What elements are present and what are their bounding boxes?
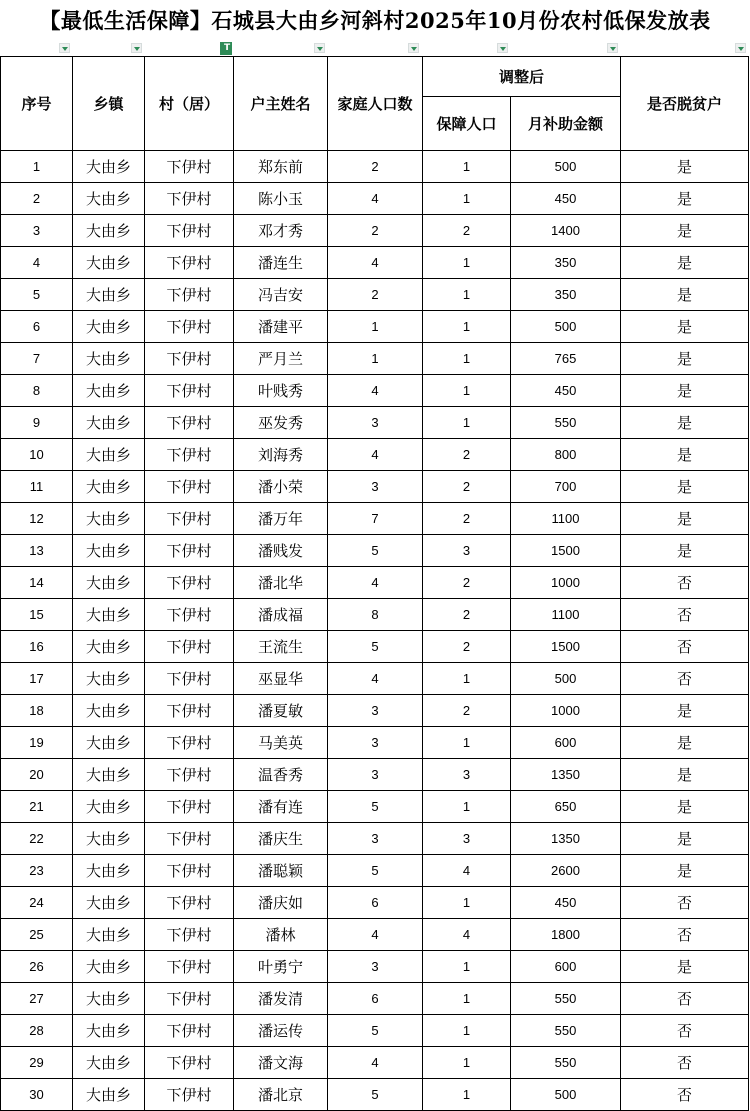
cell-monthly-amount[interactable]: 1100 xyxy=(511,503,621,535)
cell-town[interactable]: 大由乡 xyxy=(73,151,145,183)
cell-town[interactable]: 大由乡 xyxy=(73,663,145,695)
cell-seq[interactable]: 3 xyxy=(1,215,73,247)
cell-monthly-amount[interactable]: 800 xyxy=(511,439,621,471)
cell-out-of-poverty[interactable]: 是 xyxy=(621,535,749,567)
cell-out-of-poverty[interactable]: 是 xyxy=(621,951,749,983)
cell-seq[interactable]: 17 xyxy=(1,663,73,695)
cell-seq[interactable]: 18 xyxy=(1,695,73,727)
cell-town[interactable]: 大由乡 xyxy=(73,791,145,823)
cell-village[interactable]: 下伊村 xyxy=(145,855,234,887)
cell-family-pop[interactable]: 3 xyxy=(328,759,423,791)
table-row xyxy=(1,823,749,855)
cell-town[interactable]: 大由乡 xyxy=(73,1047,145,1079)
cell-village[interactable]: 下伊村 xyxy=(145,1015,234,1047)
cell-head-name[interactable]: 潘发清 xyxy=(234,983,328,1015)
cell-family-pop[interactable]: 2 xyxy=(328,215,423,247)
cell-head-name[interactable]: 潘贱发 xyxy=(234,535,328,567)
cell-village[interactable]: 下伊村 xyxy=(145,695,234,727)
cell-seq[interactable]: 27 xyxy=(1,983,73,1015)
table-row xyxy=(1,695,749,727)
cell-village[interactable]: 下伊村 xyxy=(145,631,234,663)
cell-monthly-amount[interactable]: 1100 xyxy=(511,599,621,631)
table-row xyxy=(1,183,749,215)
cell-head-name[interactable]: 邓才秀 xyxy=(234,215,328,247)
cell-town[interactable]: 大由乡 xyxy=(73,823,145,855)
cell-village[interactable]: 下伊村 xyxy=(145,759,234,791)
cell-monthly-amount[interactable]: 1400 xyxy=(511,215,621,247)
cell-seq[interactable]: 9 xyxy=(1,407,73,439)
cell-seq[interactable]: 1 xyxy=(1,151,73,183)
cell-town[interactable]: 大由乡 xyxy=(73,983,145,1015)
cell-town[interactable]: 大由乡 xyxy=(73,631,145,663)
cell-family-pop[interactable]: 5 xyxy=(328,1079,423,1111)
cell-insured-pop[interactable]: 2 xyxy=(423,567,511,599)
cell-head-name[interactable]: 潘建平 xyxy=(234,311,328,343)
cell-monthly-amount[interactable]: 450 xyxy=(511,375,621,407)
cell-insured-pop[interactable]: 1 xyxy=(423,151,511,183)
cell-head-name[interactable]: 温香秀 xyxy=(234,759,328,791)
cell-monthly-amount[interactable]: 1500 xyxy=(511,631,621,663)
cell-seq[interactable]: 8 xyxy=(1,375,73,407)
cell-out-of-poverty[interactable]: 是 xyxy=(621,279,749,311)
cell-family-pop[interactable]: 4 xyxy=(328,247,423,279)
cell-seq[interactable]: 24 xyxy=(1,887,73,919)
cell-village[interactable]: 下伊村 xyxy=(145,471,234,503)
header-adjusted[interactable]: 调整后 xyxy=(423,57,621,97)
cell-town[interactable]: 大由乡 xyxy=(73,183,145,215)
cell-out-of-poverty[interactable]: 是 xyxy=(621,791,749,823)
cell-head-name[interactable]: 潘庆生 xyxy=(234,823,328,855)
allowance-table xyxy=(0,56,749,1111)
cell-seq[interactable]: 4 xyxy=(1,247,73,279)
table-row xyxy=(1,631,749,663)
cell-out-of-poverty[interactable]: 是 xyxy=(621,471,749,503)
cell-monthly-amount[interactable]: 500 xyxy=(511,311,621,343)
cell-head-name[interactable]: 叶贱秀 xyxy=(234,375,328,407)
cell-village[interactable]: 下伊村 xyxy=(145,599,234,631)
cell-insured-pop[interactable]: 1 xyxy=(423,983,511,1015)
cell-family-pop[interactable]: 2 xyxy=(328,151,423,183)
cell-monthly-amount[interactable]: 550 xyxy=(511,1015,621,1047)
cell-town[interactable]: 大由乡 xyxy=(73,535,145,567)
cell-village[interactable]: 下伊村 xyxy=(145,183,234,215)
table-header xyxy=(1,57,749,151)
header-seq[interactable]: 序号 xyxy=(1,57,73,151)
cell-seq[interactable]: 2 xyxy=(1,183,73,215)
cell-family-pop[interactable]: 4 xyxy=(328,439,423,471)
table-row xyxy=(1,1079,749,1111)
cell-family-pop[interactable]: 4 xyxy=(328,1047,423,1079)
cell-town[interactable]: 大由乡 xyxy=(73,919,145,951)
cell-head-name[interactable]: 潘万年 xyxy=(234,503,328,535)
cell-seq[interactable]: 11 xyxy=(1,471,73,503)
cell-out-of-poverty[interactable]: 是 xyxy=(621,151,749,183)
cell-seq[interactable]: 29 xyxy=(1,1047,73,1079)
cell-family-pop[interactable]: 3 xyxy=(328,471,423,503)
table-row xyxy=(1,759,749,791)
table-row xyxy=(1,663,749,695)
header-head-name[interactable]: 户主姓名 xyxy=(234,57,328,151)
table-row xyxy=(1,343,749,375)
filter-dropdown-icon[interactable] xyxy=(59,43,70,53)
table-row xyxy=(1,279,749,311)
cell-head-name[interactable]: 潘小荣 xyxy=(234,471,328,503)
cell-out-of-poverty[interactable]: 否 xyxy=(621,567,749,599)
header-village[interactable]: 村（居） xyxy=(145,57,234,151)
filter-dropdown-icon[interactable] xyxy=(131,43,142,53)
cell-out-of-poverty[interactable]: 否 xyxy=(621,1079,749,1111)
sheet-title: 【最低生活保障】石城县大由乡河斜村2025年10月份农村低保发放表 xyxy=(39,8,711,33)
cell-family-pop[interactable]: 5 xyxy=(328,535,423,567)
cell-insured-pop[interactable]: 3 xyxy=(423,759,511,791)
table-row xyxy=(1,983,749,1015)
header-family-pop[interactable]: 家庭人口数 xyxy=(328,57,423,151)
cell-village[interactable]: 下伊村 xyxy=(145,663,234,695)
cell-insured-pop[interactable]: 2 xyxy=(423,503,511,535)
cell-family-pop[interactable]: 3 xyxy=(328,951,423,983)
cell-town[interactable]: 大由乡 xyxy=(73,1015,145,1047)
cell-town[interactable]: 大由乡 xyxy=(73,407,145,439)
table-row xyxy=(1,151,749,183)
cell-head-name[interactable]: 潘聪颖 xyxy=(234,855,328,887)
cell-town[interactable]: 大由乡 xyxy=(73,951,145,983)
cell-out-of-poverty[interactable]: 否 xyxy=(621,631,749,663)
cell-family-pop[interactable]: 3 xyxy=(328,695,423,727)
cell-head-name[interactable]: 潘成福 xyxy=(234,599,328,631)
cell-seq[interactable]: 14 xyxy=(1,567,73,599)
cell-town[interactable]: 大由乡 xyxy=(73,375,145,407)
cell-insured-pop[interactable]: 1 xyxy=(423,375,511,407)
cell-village[interactable]: 下伊村 xyxy=(145,407,234,439)
cell-town[interactable]: 大由乡 xyxy=(73,759,145,791)
cell-seq[interactable]: 10 xyxy=(1,439,73,471)
cell-out-of-poverty[interactable]: 否 xyxy=(621,983,749,1015)
table-row xyxy=(1,599,749,631)
cell-monthly-amount[interactable]: 500 xyxy=(511,151,621,183)
cell-town[interactable]: 大由乡 xyxy=(73,695,145,727)
cell-family-pop[interactable]: 2 xyxy=(328,279,423,311)
cell-seq[interactable]: 19 xyxy=(1,727,73,759)
cell-town[interactable]: 大由乡 xyxy=(73,503,145,535)
cell-family-pop[interactable]: 4 xyxy=(328,567,423,599)
table-row xyxy=(1,951,749,983)
table-row xyxy=(1,727,749,759)
cell-monthly-amount[interactable]: 550 xyxy=(511,1047,621,1079)
cell-town[interactable]: 大由乡 xyxy=(73,599,145,631)
cell-head-name[interactable]: 潘运传 xyxy=(234,1015,328,1047)
cell-village[interactable]: 下伊村 xyxy=(145,727,234,759)
cell-head-name[interactable]: 陈小玉 xyxy=(234,183,328,215)
cell-insured-pop[interactable]: 3 xyxy=(423,823,511,855)
cell-monthly-amount[interactable]: 450 xyxy=(511,183,621,215)
cell-seq[interactable]: 28 xyxy=(1,1015,73,1047)
cell-head-name[interactable]: 冯吉安 xyxy=(234,279,328,311)
cell-insured-pop[interactable]: 4 xyxy=(423,919,511,951)
table-row xyxy=(1,439,749,471)
cell-insured-pop[interactable]: 1 xyxy=(423,727,511,759)
cell-out-of-poverty[interactable]: 是 xyxy=(621,439,749,471)
cell-insured-pop[interactable]: 2 xyxy=(423,471,511,503)
cell-out-of-poverty[interactable]: 是 xyxy=(621,311,749,343)
cell-monthly-amount[interactable]: 500 xyxy=(511,663,621,695)
cell-town[interactable]: 大由乡 xyxy=(73,567,145,599)
cell-monthly-amount[interactable]: 350 xyxy=(511,247,621,279)
table-row xyxy=(1,247,749,279)
cell-out-of-poverty[interactable]: 是 xyxy=(621,183,749,215)
cell-out-of-poverty[interactable]: 是 xyxy=(621,759,749,791)
table-body xyxy=(1,151,749,1111)
cell-out-of-poverty[interactable]: 是 xyxy=(621,727,749,759)
cell-head-name[interactable]: 潘连生 xyxy=(234,247,328,279)
cell-out-of-poverty[interactable]: 是 xyxy=(621,695,749,727)
cell-family-pop[interactable]: 6 xyxy=(328,983,423,1015)
cell-monthly-amount[interactable]: 600 xyxy=(511,727,621,759)
cell-monthly-amount[interactable]: 600 xyxy=(511,951,621,983)
cell-out-of-poverty[interactable]: 是 xyxy=(621,823,749,855)
filter-dropdown-icon[interactable] xyxy=(607,43,618,53)
cell-family-pop[interactable]: 5 xyxy=(328,791,423,823)
cell-seq[interactable]: 5 xyxy=(1,279,73,311)
cell-family-pop[interactable]: 5 xyxy=(328,1015,423,1047)
cell-seq[interactable]: 20 xyxy=(1,759,73,791)
cell-out-of-poverty[interactable]: 是 xyxy=(621,215,749,247)
cell-town[interactable]: 大由乡 xyxy=(73,247,145,279)
table-row xyxy=(1,535,749,567)
table-row xyxy=(1,1047,749,1079)
cell-town[interactable]: 大由乡 xyxy=(73,439,145,471)
cell-village[interactable]: 下伊村 xyxy=(145,535,234,567)
cell-town[interactable]: 大由乡 xyxy=(73,727,145,759)
cell-seq[interactable]: 6 xyxy=(1,311,73,343)
cell-village[interactable]: 下伊村 xyxy=(145,823,234,855)
header-out-of-poverty[interactable]: 是否脱贫户 xyxy=(621,57,749,151)
cell-out-of-poverty[interactable]: 否 xyxy=(621,599,749,631)
filter-dropdown-icon[interactable] xyxy=(408,43,419,53)
cell-village[interactable]: 下伊村 xyxy=(145,567,234,599)
cell-insured-pop[interactable]: 1 xyxy=(423,247,511,279)
cell-village[interactable]: 下伊村 xyxy=(145,279,234,311)
cell-insured-pop[interactable]: 1 xyxy=(423,1047,511,1079)
cell-family-pop[interactable]: 4 xyxy=(328,919,423,951)
cell-out-of-poverty[interactable]: 是 xyxy=(621,375,749,407)
table-row xyxy=(1,503,749,535)
cell-village[interactable]: 下伊村 xyxy=(145,375,234,407)
cell-head-name[interactable]: 潘庆如 xyxy=(234,887,328,919)
cell-monthly-amount[interactable]: 1000 xyxy=(511,695,621,727)
cell-head-name[interactable]: 刘海秀 xyxy=(234,439,328,471)
cell-family-pop[interactable]: 4 xyxy=(328,183,423,215)
cell-seq[interactable]: 16 xyxy=(1,631,73,663)
cell-insured-pop[interactable]: 2 xyxy=(423,599,511,631)
cell-family-pop[interactable]: 4 xyxy=(328,375,423,407)
cell-out-of-poverty[interactable]: 否 xyxy=(621,887,749,919)
cell-head-name[interactable]: 郑东前 xyxy=(234,151,328,183)
cell-village[interactable]: 下伊村 xyxy=(145,951,234,983)
cell-monthly-amount[interactable]: 650 xyxy=(511,791,621,823)
table-row xyxy=(1,375,749,407)
cell-family-pop[interactable]: 6 xyxy=(328,887,423,919)
cell-town[interactable]: 大由乡 xyxy=(73,279,145,311)
cell-insured-pop[interactable]: 2 xyxy=(423,215,511,247)
cell-seq[interactable]: 26 xyxy=(1,951,73,983)
cell-head-name[interactable]: 潘北京 xyxy=(234,1079,328,1111)
cell-monthly-amount[interactable]: 1500 xyxy=(511,535,621,567)
table-row xyxy=(1,471,749,503)
cell-family-pop[interactable]: 1 xyxy=(328,343,423,375)
cell-seq[interactable]: 7 xyxy=(1,343,73,375)
cell-monthly-amount[interactable]: 2600 xyxy=(511,855,621,887)
cell-insured-pop[interactable]: 4 xyxy=(423,855,511,887)
cell-insured-pop[interactable]: 1 xyxy=(423,311,511,343)
cell-head-name[interactable]: 潘夏敏 xyxy=(234,695,328,727)
cell-monthly-amount[interactable]: 700 xyxy=(511,471,621,503)
cell-out-of-poverty[interactable]: 否 xyxy=(621,1015,749,1047)
cell-head-name[interactable]: 潘北华 xyxy=(234,567,328,599)
cell-monthly-amount[interactable]: 1800 xyxy=(511,919,621,951)
cell-insured-pop[interactable]: 2 xyxy=(423,695,511,727)
cell-town[interactable]: 大由乡 xyxy=(73,855,145,887)
cell-family-pop[interactable]: 3 xyxy=(328,727,423,759)
cell-town[interactable]: 大由乡 xyxy=(73,343,145,375)
cell-monthly-amount[interactable]: 1350 xyxy=(511,823,621,855)
cell-head-name[interactable]: 马美英 xyxy=(234,727,328,759)
cell-head-name[interactable]: 潘文海 xyxy=(234,1047,328,1079)
cell-out-of-poverty[interactable]: 是 xyxy=(621,247,749,279)
cell-family-pop[interactable]: 3 xyxy=(328,407,423,439)
cell-insured-pop[interactable]: 1 xyxy=(423,663,511,695)
table-row xyxy=(1,311,749,343)
cell-village[interactable]: 下伊村 xyxy=(145,791,234,823)
cell-seq[interactable]: 21 xyxy=(1,791,73,823)
cell-family-pop[interactable]: 3 xyxy=(328,823,423,855)
cell-family-pop[interactable]: 7 xyxy=(328,503,423,535)
cell-out-of-poverty[interactable]: 否 xyxy=(621,663,749,695)
table-row xyxy=(1,791,749,823)
cell-out-of-poverty[interactable]: 是 xyxy=(621,855,749,887)
cell-town[interactable]: 大由乡 xyxy=(73,1079,145,1111)
cell-head-name[interactable]: 巫发秀 xyxy=(234,407,328,439)
cell-town[interactable]: 大由乡 xyxy=(73,887,145,919)
cell-monthly-amount[interactable]: 450 xyxy=(511,887,621,919)
cell-seq[interactable]: 30 xyxy=(1,1079,73,1111)
cell-village[interactable]: 下伊村 xyxy=(145,247,234,279)
filter-dropdown-icon[interactable] xyxy=(497,43,508,53)
filter-active-icon[interactable] xyxy=(220,42,232,55)
cell-insured-pop[interactable]: 1 xyxy=(423,343,511,375)
table-row xyxy=(1,919,749,951)
cell-village[interactable]: 下伊村 xyxy=(145,215,234,247)
cell-head-name[interactable]: 潘有连 xyxy=(234,791,328,823)
cell-town[interactable]: 大由乡 xyxy=(73,471,145,503)
cell-insured-pop[interactable]: 1 xyxy=(423,183,511,215)
cell-monthly-amount[interactable]: 550 xyxy=(511,407,621,439)
cell-insured-pop[interactable]: 3 xyxy=(423,535,511,567)
cell-insured-pop[interactable]: 1 xyxy=(423,407,511,439)
cell-out-of-poverty[interactable]: 否 xyxy=(621,1047,749,1079)
header-insured-pop[interactable]: 保障人口 xyxy=(423,97,511,151)
cell-village[interactable]: 下伊村 xyxy=(145,983,234,1015)
cell-village[interactable]: 下伊村 xyxy=(145,151,234,183)
cell-head-name[interactable]: 严月兰 xyxy=(234,343,328,375)
header-monthly-amount[interactable]: 月补助金额 xyxy=(511,97,621,151)
table-row xyxy=(1,855,749,887)
cell-village[interactable]: 下伊村 xyxy=(145,1047,234,1079)
cell-village[interactable]: 下伊村 xyxy=(145,343,234,375)
cell-insured-pop[interactable]: 1 xyxy=(423,279,511,311)
cell-family-pop[interactable]: 5 xyxy=(328,855,423,887)
table-row xyxy=(1,407,749,439)
filter-dropdown-icon[interactable] xyxy=(314,43,325,53)
cell-village[interactable]: 下伊村 xyxy=(145,887,234,919)
cell-village[interactable]: 下伊村 xyxy=(145,503,234,535)
cell-family-pop[interactable]: 5 xyxy=(328,631,423,663)
cell-out-of-poverty[interactable]: 是 xyxy=(621,407,749,439)
cell-insured-pop[interactable]: 1 xyxy=(423,1015,511,1047)
cell-family-pop[interactable]: 4 xyxy=(328,663,423,695)
table-row xyxy=(1,887,749,919)
cell-monthly-amount[interactable]: 765 xyxy=(511,343,621,375)
cell-head-name[interactable]: 王流生 xyxy=(234,631,328,663)
cell-out-of-poverty[interactable]: 是 xyxy=(621,503,749,535)
cell-village[interactable]: 下伊村 xyxy=(145,919,234,951)
cell-seq[interactable]: 12 xyxy=(1,503,73,535)
cell-head-name[interactable]: 潘林 xyxy=(234,919,328,951)
table-row xyxy=(1,215,749,247)
cell-insured-pop[interactable]: 1 xyxy=(423,887,511,919)
cell-monthly-amount[interactable]: 1350 xyxy=(511,759,621,791)
cell-seq[interactable]: 23 xyxy=(1,855,73,887)
table-row xyxy=(1,567,749,599)
cell-insured-pop[interactable]: 2 xyxy=(423,439,511,471)
cell-town[interactable]: 大由乡 xyxy=(73,311,145,343)
cell-monthly-amount[interactable]: 550 xyxy=(511,983,621,1015)
cell-village[interactable]: 下伊村 xyxy=(145,311,234,343)
cell-town[interactable]: 大由乡 xyxy=(73,215,145,247)
cell-family-pop[interactable]: 8 xyxy=(328,599,423,631)
cell-monthly-amount[interactable]: 350 xyxy=(511,279,621,311)
cell-monthly-amount[interactable]: 1000 xyxy=(511,567,621,599)
filter-dropdown-icon[interactable] xyxy=(735,43,746,53)
cell-out-of-poverty[interactable]: 否 xyxy=(621,919,749,951)
table-row xyxy=(1,1015,749,1047)
cell-seq[interactable]: 15 xyxy=(1,599,73,631)
cell-seq[interactable]: 25 xyxy=(1,919,73,951)
cell-head-name[interactable]: 巫显华 xyxy=(234,663,328,695)
cell-seq[interactable]: 22 xyxy=(1,823,73,855)
cell-monthly-amount[interactable]: 500 xyxy=(511,1079,621,1111)
cell-head-name[interactable]: 叶勇宁 xyxy=(234,951,328,983)
header-town[interactable]: 乡镇 xyxy=(73,57,145,151)
cell-insured-pop[interactable]: 1 xyxy=(423,951,511,983)
cell-family-pop[interactable]: 1 xyxy=(328,311,423,343)
cell-insured-pop[interactable]: 1 xyxy=(423,791,511,823)
cell-seq[interactable]: 13 xyxy=(1,535,73,567)
cell-village[interactable]: 下伊村 xyxy=(145,1079,234,1111)
autofilter-bar xyxy=(0,41,750,56)
cell-insured-pop[interactable]: 2 xyxy=(423,631,511,663)
cell-out-of-poverty[interactable]: 是 xyxy=(621,343,749,375)
cell-insured-pop[interactable]: 1 xyxy=(423,1079,511,1111)
cell-village[interactable]: 下伊村 xyxy=(145,439,234,471)
